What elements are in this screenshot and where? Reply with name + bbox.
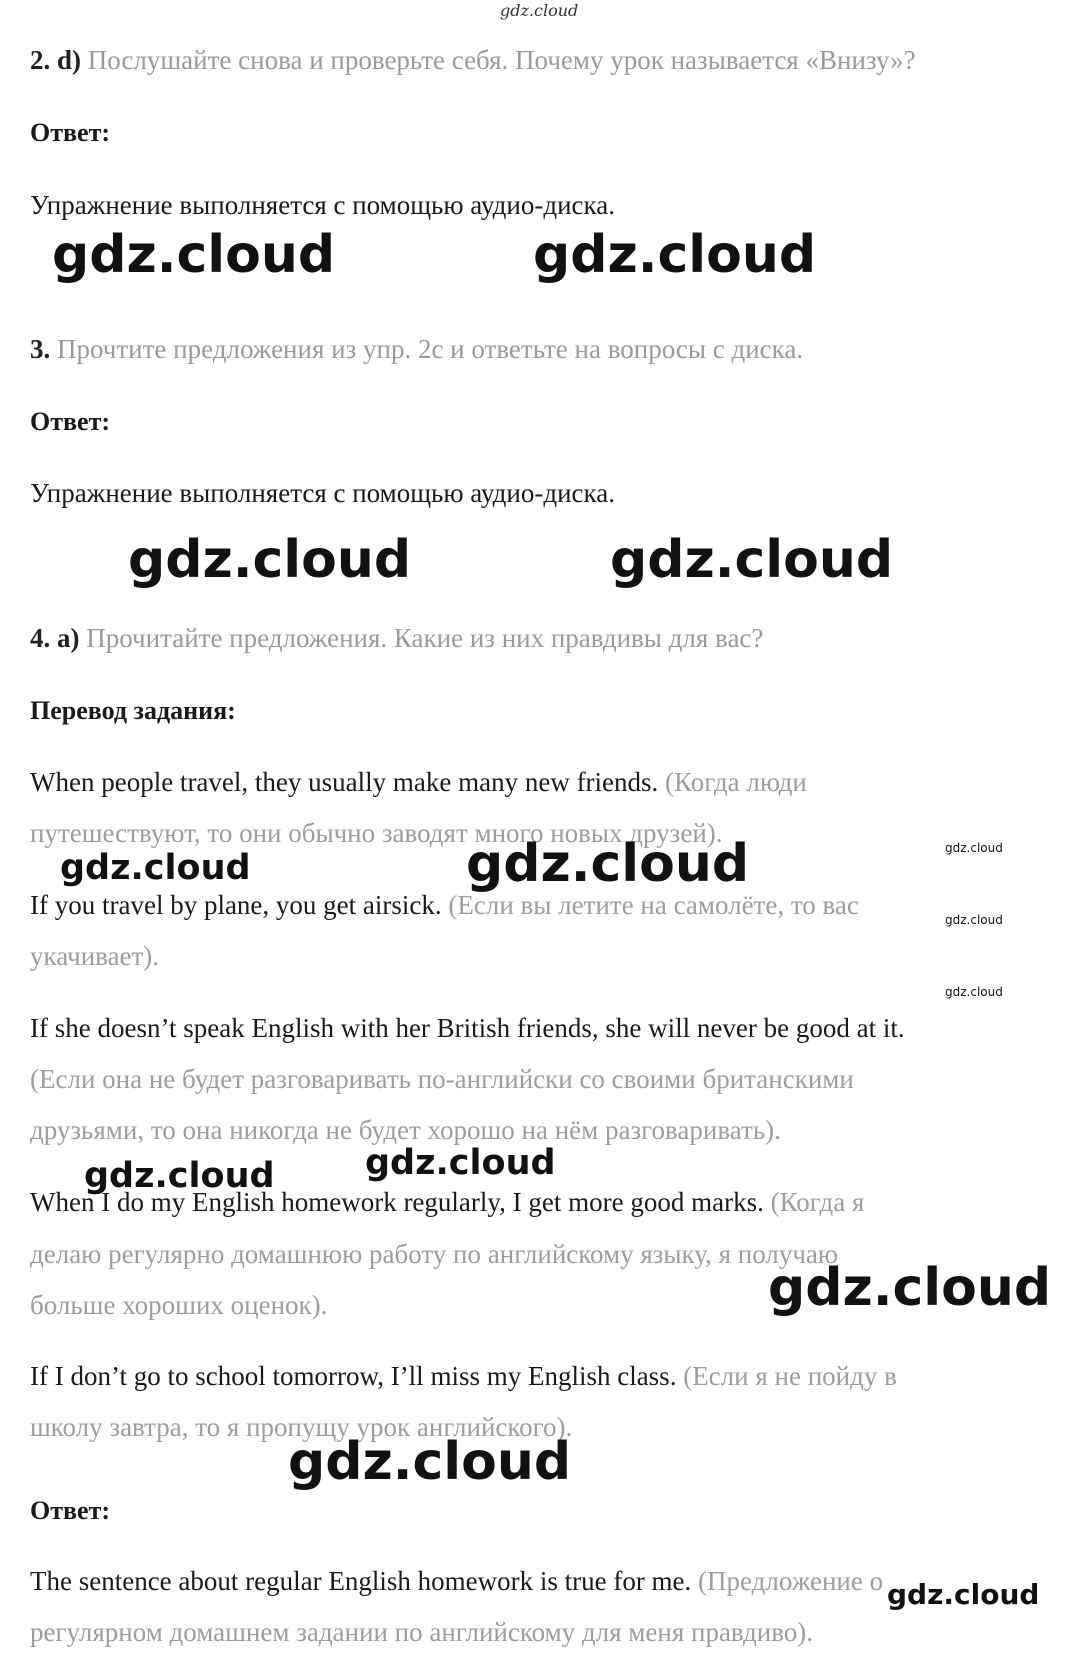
answer-label: Ответ:	[30, 407, 111, 436]
sentence-ru: (Если вы летите на самолёте, то вас	[448, 890, 859, 920]
sentence-3-en: If she doesn’t speak English with her British friends, she will never be good at it.	[30, 1013, 905, 1043]
answer-label: Ответ:	[30, 1496, 111, 1525]
exercise-3-heading	[30, 333, 803, 365]
watermark: gdz.cloud	[288, 1432, 572, 1492]
sentence-3-ru-cont: друзьями, то она никогда не будет хорошо на нём разговаривать).	[30, 1115, 781, 1145]
sentence-ru: (Когда люди	[665, 767, 807, 797]
answer-sentence	[30, 1565, 883, 1597]
exercise-task: Прочтите предложения из упр. 2с и ответьте на вопросы с диска.	[57, 334, 804, 364]
answer-text: Упражнение выполняется с помощью аудио-диска.	[30, 190, 615, 220]
sentence-en: When I do my English homework regularly, I get more good marks.	[30, 1187, 764, 1217]
sentence-4-ru-cont: делаю регулярно домашнюю работу по английскому языку, я получаю	[30, 1239, 839, 1269]
sentence-2-ru-cont: укачивает).	[30, 941, 160, 971]
sentence-4	[30, 1186, 864, 1218]
answer-label: Ответ:	[30, 118, 111, 147]
watermark: gdz.cloud	[610, 530, 894, 590]
sentence-en: If I don’t go to school tomorrow, I’ll miss my English class.	[30, 1361, 677, 1391]
watermark: gdz.cloud	[128, 530, 412, 590]
exercise-task: Послушайте снова и проверьте себя. Почему урок называется «Внизу»?	[87, 45, 916, 75]
sentence-1	[30, 766, 807, 798]
answer-text: Упражнение выполняется с помощью аудио-диска.	[30, 478, 615, 508]
watermark-small: gdz.cloud	[945, 985, 1003, 999]
watermark: gdz.cloud	[466, 834, 750, 894]
watermark: gdz.cloud	[768, 1258, 1052, 1318]
watermark: gdz.cloud	[52, 225, 336, 285]
sentence-ru: (Когда я	[770, 1187, 865, 1217]
sentence-ru: (Если я не пойду в	[683, 1361, 897, 1391]
answer-ru: (Предложение о	[698, 1566, 884, 1596]
answer-ru-cont: регулярном домашнем задании по английскому для меня правдиво).	[30, 1617, 813, 1647]
exercise-task: Прочитайте предложения. Какие из них правдивы для вас?	[86, 623, 764, 653]
sentence-5-ru-cont: школу завтра, то я пропущу урок английского).	[30, 1412, 573, 1442]
sentence-1-ru-cont: путешествуют, то они обычно заводят много новых друзей).	[30, 818, 723, 848]
watermark-top: gdz.cloud	[500, 1, 579, 20]
exercise-number: 3.	[30, 334, 51, 364]
sentence-4-ru-cont2: больше хороших оценок).	[30, 1290, 328, 1320]
watermark: gdz.cloud	[533, 225, 817, 285]
exercise-4-heading	[30, 622, 763, 654]
sentence-5	[30, 1360, 897, 1392]
watermark: gdz.cloud	[887, 1578, 1040, 1611]
watermark: gdz.cloud	[60, 848, 251, 888]
exercise-number: 4. a)	[30, 623, 80, 653]
sentence-en: When people travel, they usually make many new friends.	[30, 767, 659, 797]
sentence-2	[30, 889, 859, 921]
watermark-small: gdz.cloud	[945, 841, 1003, 855]
watermark: gdz.cloud	[84, 1156, 275, 1196]
sentence-3-ru: (Если она не будет разговаривать по-английски со своими британскими	[30, 1064, 854, 1094]
watermark-small: gdz.cloud	[945, 913, 1003, 927]
exercise-number: 2. d)	[30, 45, 82, 75]
exercise-2-heading	[30, 44, 916, 76]
watermark: gdz.cloud	[365, 1143, 556, 1183]
sentence-en: If you travel by plane, you get airsick.	[30, 890, 442, 920]
translation-label: Перевод задания:	[30, 696, 236, 725]
answer-en: The sentence about regular English homework is true for me.	[30, 1566, 692, 1596]
